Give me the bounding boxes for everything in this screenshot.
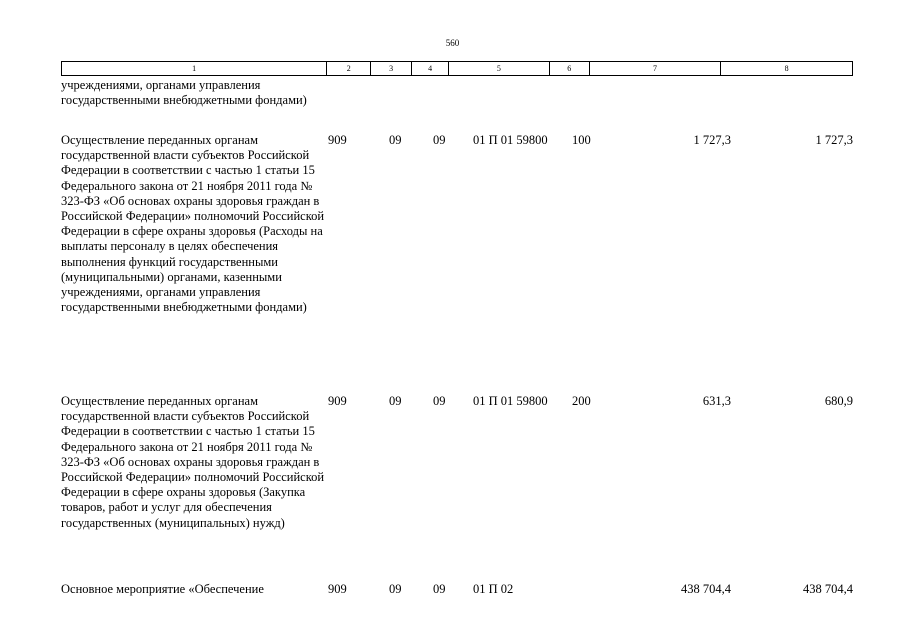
header-col-8: 8 [784, 64, 789, 73]
row-description: Осуществление переданных органам государственной власти субъектов Российской Федерации в соответствии с частью 1 статьи 15 Федерального закона от 21 ноября 2011 года № 323-ФЗ «Об основах охраны здоровья граждан в Российской Федерации» полномочий Российской Федерации в сфере охраны здоровья (Закупка товаров, работ и услуг для обеспечения государственных (муниципальных) нужд) [61, 394, 325, 530]
row-subsection: 09 [433, 582, 446, 596]
row-amount-col7: 631,3 [702, 394, 731, 408]
row-amount-col7: 438 704,4 [681, 582, 731, 596]
row-amount-col8: 1 727,3 [815, 133, 853, 147]
page-number: 560 [445, 38, 460, 48]
table-header [61, 61, 853, 76]
row-description: Основное мероприятие «Обеспечение [61, 582, 264, 596]
row-amount-col8: 680,9 [824, 394, 853, 408]
row-grbs: 909 [328, 394, 347, 408]
row-expense-type: 100 [572, 133, 591, 147]
row-target-article: 01 П 02 [473, 582, 514, 596]
row-target-article: 01 П 01 59800 [473, 394, 548, 408]
row-grbs: 909 [328, 582, 347, 596]
row-section: 09 [389, 133, 402, 147]
row-subsection: 09 [433, 394, 446, 408]
row-expense-type: 200 [572, 394, 591, 408]
header-col-7: 7 [590, 62, 722, 75]
header-col-5: 5 [449, 62, 550, 75]
row-amount-col8: 438 704,4 [803, 582, 853, 596]
row-target-article: 01 П 01 59800 [473, 133, 548, 147]
row-section: 09 [389, 394, 402, 408]
header-col-6: 6 [550, 62, 590, 75]
row-amount-col7: 1 727,3 [693, 133, 731, 147]
row-grbs: 909 [328, 133, 347, 147]
header-col-4: 4 [412, 62, 449, 75]
row-section: 09 [389, 582, 402, 596]
header-col-2: 2 [327, 62, 371, 75]
row-description: учреждениями, органами управления государственными внебюджетными фондами) [61, 78, 307, 108]
row-subsection: 09 [433, 133, 446, 147]
row-description: Осуществление переданных органам государственной власти субъектов Российской Федерации в соответствии с частью 1 статьи 15 Федерального закона от 21 ноября 2011 года № 323-ФЗ «Об основах охраны здоровья граждан в Российской Федерации» полномочий Российской Федерации в сфере охраны здоровья (Расходы на выплаты персоналу в целях обеспечения выполнения функций государственными (муниципальными) органами, казенными учреждениями, органами управления государственными внебюджетными фондами) [61, 133, 325, 315]
header-col-3: 3 [371, 62, 412, 75]
header-col-1: 1 [62, 62, 327, 75]
